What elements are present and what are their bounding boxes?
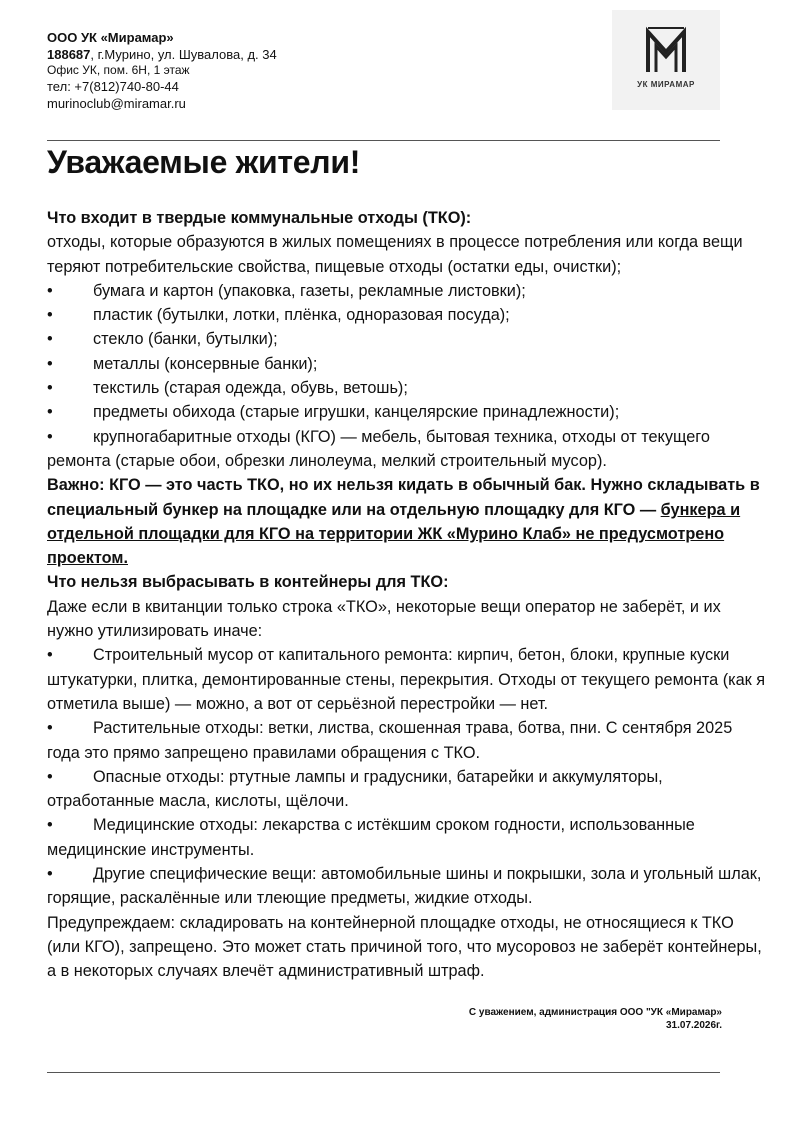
bullet: • (47, 427, 53, 446)
list-item-text: бумага и картон (упаковка, газеты, рекламные листовки); (93, 281, 526, 300)
list-item (47, 643, 769, 716)
list-item (47, 376, 769, 400)
sender-block (47, 30, 447, 112)
forbidden-list (47, 643, 769, 910)
notice-body (47, 206, 769, 984)
bullet: • (47, 816, 53, 835)
signature-block (469, 1006, 722, 1032)
bullet: • (47, 281, 53, 300)
bullet: • (47, 379, 53, 398)
footer-divider (47, 1072, 720, 1073)
bullet: • (47, 330, 53, 349)
phone-line: тел: +7(812)740-80-44 (47, 79, 179, 94)
list-item (47, 716, 769, 765)
list-item-text: текстиль (старая одежда, обувь, ветошь); (93, 379, 408, 398)
list-item (47, 279, 769, 303)
list-item-text: Опасные отходы: ртутные лампы и градусники, батарейки и аккумуляторы, отработанные масла, кислоты, щёлочи. (47, 767, 663, 811)
office-line: Офис УК, пом. 6Н, 1 этаж (47, 63, 190, 77)
important-note (47, 473, 769, 570)
bullet: • (47, 403, 53, 422)
list-item (47, 327, 769, 351)
list-item-text: предметы обихода (старые игрушки, канцелярские принадлежности); (93, 403, 620, 422)
important-underlined: бункера и отдельной площадки для КГО на территории ЖК «Мурино Клаб» не предусмотрено проектом. (47, 500, 741, 568)
logo-text: УК МИРАМАР (637, 80, 695, 89)
bullet: • (47, 767, 53, 786)
signature-date: 31.07.2026г. (666, 1020, 722, 1031)
list-item (47, 400, 769, 424)
list-item-text: Медицинские отходы: лекарства с истёкшим сроком годности, использованные медицинские инструменты. (47, 816, 695, 859)
list-item (47, 425, 769, 474)
list-item-text: пластик (бутылки, лотки, плёнка, одноразовая посуда); (93, 306, 510, 325)
company-logo (612, 10, 720, 110)
list-item-text: Строительный мусор от капитального ремонта: кирпич, бетон, блоки, крупные куски штукатурки, плитка, демонтированные стены, перекрытия. Отходы от текущего ремонта (как я отметила выше) — можно, а вот от серьёзной перестройки — нет. (47, 646, 766, 713)
important-prefix: Важно: КГО — это часть ТКО, но их нельзя кидать в обычный бак. Нужно складывать в специальный бункер на площадке или на отдельную площадку для КГО — (47, 476, 760, 519)
signature-line: С уважением, администрация ООО "УК «Мирамар» (468, 1007, 722, 1018)
tko-list (47, 279, 769, 473)
forbidden-heading: Что нельзя выбрасывать в контейнеры для ТКО: (47, 573, 449, 592)
email-line: murinoclub@miramar.ru (47, 96, 186, 111)
list-item-text: металлы (консервные банки); (93, 354, 318, 373)
address-line (47, 46, 447, 63)
list-item-text: Растительные отходы: ветки, листва, скошенная трава, ботва, пни. С сентября 2025 года это прямо запрещено правилами обращения с ТКО. (47, 719, 733, 762)
bullet: • (47, 865, 53, 884)
bullet: • (47, 719, 53, 738)
bullet: • (47, 306, 53, 325)
list-item (47, 813, 769, 862)
list-item-text: крупногабаритные отходы (КГО) — мебель, бытовая техника, отходы от текущего ремонта (старые обои, обрезки линолеума, мелкий строительный мусор). (47, 427, 710, 470)
company-name: ООО УК «Мирамар» (47, 30, 174, 45)
list-item (47, 352, 769, 376)
list-item-text: Другие специфические вещи: автомобильные шины и покрышки, зола и угольный шлак, горящие, раскалённые или тлеющие предметы, жидкие отходы. (47, 865, 762, 908)
address: , г.Мурино, ул. Шувалова, д. 34 (90, 47, 277, 62)
list-item-text: стекло (банки, бутылки); (93, 330, 278, 349)
list-item (47, 862, 769, 911)
bullet: • (47, 646, 53, 665)
list-item (47, 765, 769, 814)
forbidden-intro: Даже если в квитанции только строка «ТКО», некоторые вещи оператор не заберёт, и их нужно утилизировать иначе: (47, 597, 721, 641)
page-title: Уважаемые жители! (47, 144, 361, 180)
postcode: 188687 (47, 47, 91, 62)
tko-heading: Что входит в твердые коммунальные отходы (ТКО): (47, 209, 472, 227)
tko-intro: отходы, которые образуются в жилых помещениях в процессе потребления или когда вещи теряют потребительские свойства, пищевые отходы (остатки еды, очистки); (47, 233, 743, 276)
bullet: • (47, 354, 53, 373)
header-divider (47, 140, 720, 141)
warning-text: Предупреждаем: складировать на контейнерной площадке отходы, не относящиеся к ТКО (или КГО), запрещено. Это может стать причиной того, что мусоровоз не заберёт контейнеры, а в некоторых случаях влечёт административный штраф. (47, 913, 762, 981)
list-item (47, 303, 769, 327)
monogram-icon (644, 26, 688, 74)
